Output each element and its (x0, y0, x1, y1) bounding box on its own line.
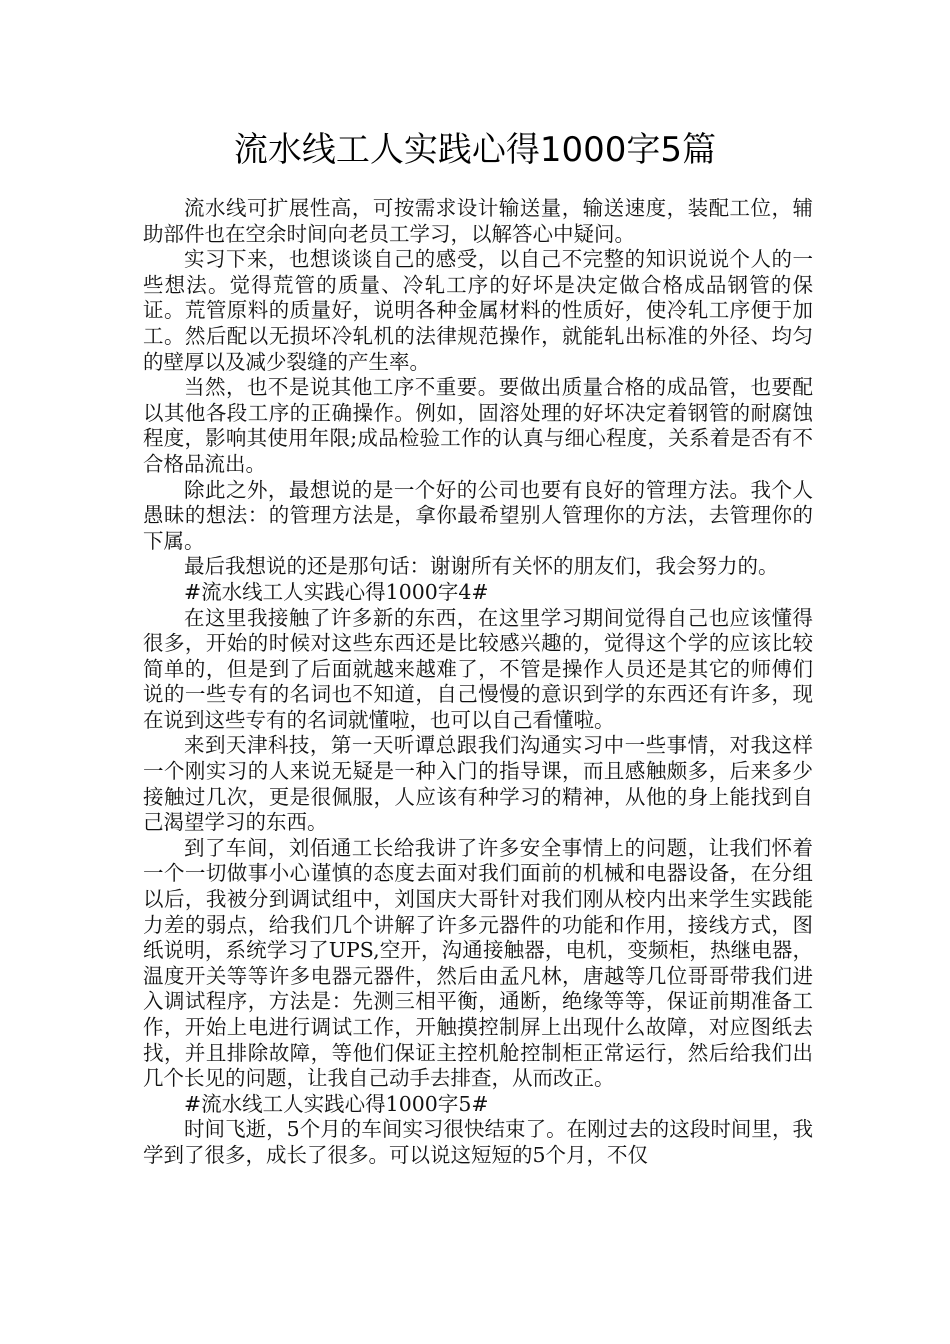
paragraph: 最后我想说的还是那句话：谢谢所有关怀的朋友们，我会努力的。 (184, 554, 779, 579)
document-title: 流水线工人实践心得1000字5篇 (233, 130, 717, 170)
paragraph: 除此之外，最想说的是一个好的公司也要有良好的管理方法。我个人愚昧的想法：的管理方法是，拿你最希望别人管理你的方法，去管理你的下属。 (143, 477, 813, 553)
paragraph: 实习下来，也想谈谈自己的感受，以自己不完整的知识说说个人的一些想法。觉得荒管的质量、冷轧工序的好坏是决定做合格成品钢管的保证。荒管原料的质量好，说明各种金属材料的性质好，使冷轧工序便于加工。然后配以无损坏冷轧机的法律规范操作，就能轧出标准的外径、均匀的壁厚以及减少裂缝的产生率。 (143, 247, 813, 374)
section-heading: #流水线工人实践心得1000字5# (184, 1091, 489, 1116)
paragraph: 在这里我接触了许多新的东西，在这里学习期间觉得自己也应该懂得很多，开始的时候对这些东西还是比较感兴趣的，觉得这个学的应该比较简单的，但是到了后面就越来越难了，不管是操作人员还是其它的师傅们说的一些专有的名词也不知道，自己慢慢的意识到学的东西还有许多，现在说到这些专有的名词就懂啦，也可以自己看懂啦。 (143, 605, 813, 732)
paragraph: 流水线可扩展性高，可按需求设计输送量，输送速度，装配工位，辅助部件也在空余时间向老员工学习，以解答心中疑问。 (143, 196, 813, 246)
paragraph: 时间飞逝，5个月的车间实习很快结束了。在刚过去的这段时间里，我学到了很多，成长了很多。可以说这短短的5个月，不仅 (143, 1117, 813, 1167)
document-body (143, 196, 813, 1169)
paragraph: 当然，也不是说其他工序不重要。要做出质量合格的成品管，也要配以其他各段工序的正确操作。例如，固溶处理的好坏决定着钢管的耐腐蚀程度，影响其使用年限;成品检验工作的认真与细心程度，关系着是否有不合格品流出。 (143, 375, 813, 476)
paragraph: 来到天津科技，第一天听谭总跟我们沟通实习中一些事情，对我这样一个刚实习的人来说无疑是一种入门的指导课，而且感触颇多，后来多少接触过几次，更是很佩服，人应该有种学习的精神，从他的身上能找到自己渴望学习的东西。 (143, 733, 813, 835)
paragraph: 到了车间，刘佰通工长给我讲了许多安全事情上的问题，让我们怀着一个一切做事小心谨慎的态度去面对我们面前的机械和电器设备，在分组以后，我被分到调试组中，刘国庆大哥针对我们刚从校内出来学生实践能力差的弱点，给我们几个讲解了许多元器件的功能和作用，接线方式，图纸说明，系统学习了UPS,空开，沟通接触器，电机，变频柜，热继电器，温度开关等等许多电器元器件，然后由孟凡林，唐越等几位哥哥带我们进入调试程序，方法是：先测三相平衡，通断，绝缘等等，保证前期准备工作，开始上电进行调试工作，开触摸控制屏上出现什么故障，对应图纸去找，并且排除故障，等他们保证主控机舱控制柜正常运行，然后给我们出几个长见的问题，让我自己动手去排查，从而改正。 (143, 835, 813, 1091)
section-heading: #流水线工人实践心得1000字4# (184, 579, 489, 604)
